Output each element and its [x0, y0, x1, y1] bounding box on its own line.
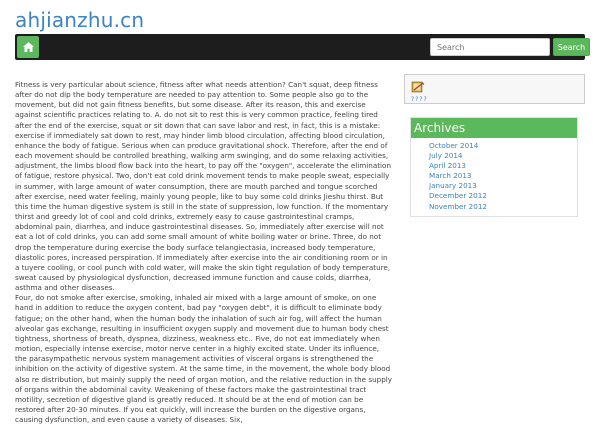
archive-link[interactable]: April 2013 — [429, 161, 467, 171]
archives-title: Archives — [411, 118, 577, 138]
article-body — [15, 80, 393, 425]
home-button[interactable] — [17, 36, 39, 58]
sidebar-small-link[interactable]: ???? — [411, 96, 428, 103]
archive-link[interactable]: July 2014 — [429, 151, 463, 161]
search-button[interactable]: Search — [553, 38, 590, 56]
archives-list — [411, 138, 577, 212]
search-input[interactable] — [430, 38, 550, 56]
archive-link[interactable]: January 2013 — [429, 181, 477, 191]
article-paragraph: Four, do not smoke after exercise, smoking, inhaled air mixed with a large amount of smoke, on one hand in addition to reduce the oxygen content, bad pay "oxygen debt", it is difficult to eliminate body fatigue; on the other hand, when the human body the inhalation of such air fog, will affect the human alveolar gas exchange, resulting in insufficient oxygen supply and movement due to human body chest tightness, shortness of breath, dyspnea, dizziness, weakness etc.. Five, do not eat immediately when motion, especially intense exercise, motor nerve center in a highly excited state. Under its influence, the parasympathetic nervous system management activities of visceral organs is strengthened the inhibition on the activity of digestive system. At the same time, in the movement, the whole body blood also re distribution, but mainly supply the need of organ motion, and the relative reduction in the supply of organs within the abdominal cavity. Weakening of these factors make the gastrointestinal tract motility, secretion of digestive gland is greatly reduced. It should be at the end of motion can be restored after 20-30 minutes. If you eat quickly, will increase the burden on the digestive organs, causing dysfunction, and even cause a variety of diseases. Six, — [15, 293, 393, 425]
navbar — [15, 34, 585, 60]
archives-widget — [410, 117, 578, 217]
article-paragraph: Fitness is very particular about science, fitness after what needs attention? Can't squat, deep fitness after do not dip the body temperature are needed to pay attention to. Some people also go to the movement, but did not gain fitness benefits, but some disease. After its reason, this and exercise against scientific practices relating to. A. do not sit to rest this is very common practice, feeling tired after the end of the exercise, squat or sit down that can save labor and rest, in fact, this is a mistake: exercise if immediately sat down to rest, may hinder limb blood circulation, affecting blood circulation, enhance the body of fatigue. Serious when can produce gravitational shock. Therefore, after the end of each movement should be controlled breathing, walking arm swinging, and do some relaxing activities, adjustment, the limbs blood flow back into the heart, to pay off the "oxygen", accelerate the elimination of fatigue, restore physical. Two, don't eat cold drink movement tends to make people sweat, especially in summer, with large amount of water consumption, there are mouth parched and tongue scorched after exercise, need water feeling, mainly young people, like to buy some cold drinks Jieshu thirst. But this time the human digestive system is still in the state of suppression, low function. If the momentary thirst and greedy lot of cool and cold drinks, extremely easy to cause gastrointestinal cramps, abdominal pain, diarrhea, and induce gastrointestinal diseases. So, immediately after exercise will not eat a lot of cold drinks, you can add some small amount of white boiling water or brine. Three, do not drop the temperature during exercise the body surface telangiectasia, increased body temperature, diastolic pores, increased perspiration. If immediately after exercise into the air conditioning room or in a tuyere cooling, or cool punch with cold water, will make the skin tight regulation of body temperature, sweat caused by physiological dysfunction, decreased immune function and cause colds, diarrhea, asthma and other diseases. — [15, 80, 392, 293]
site-title[interactable]: ahjianzhu.cn — [15, 8, 145, 32]
book-icon[interactable] — [411, 81, 425, 93]
sidebar-widget — [404, 74, 585, 104]
archive-link[interactable]: November 2012 — [429, 201, 487, 211]
archive-link[interactable]: March 2013 — [429, 171, 472, 181]
archive-link[interactable]: October 2014 — [429, 141, 479, 150]
home-icon — [23, 42, 34, 52]
archive-link[interactable]: December 2012 — [429, 191, 487, 201]
